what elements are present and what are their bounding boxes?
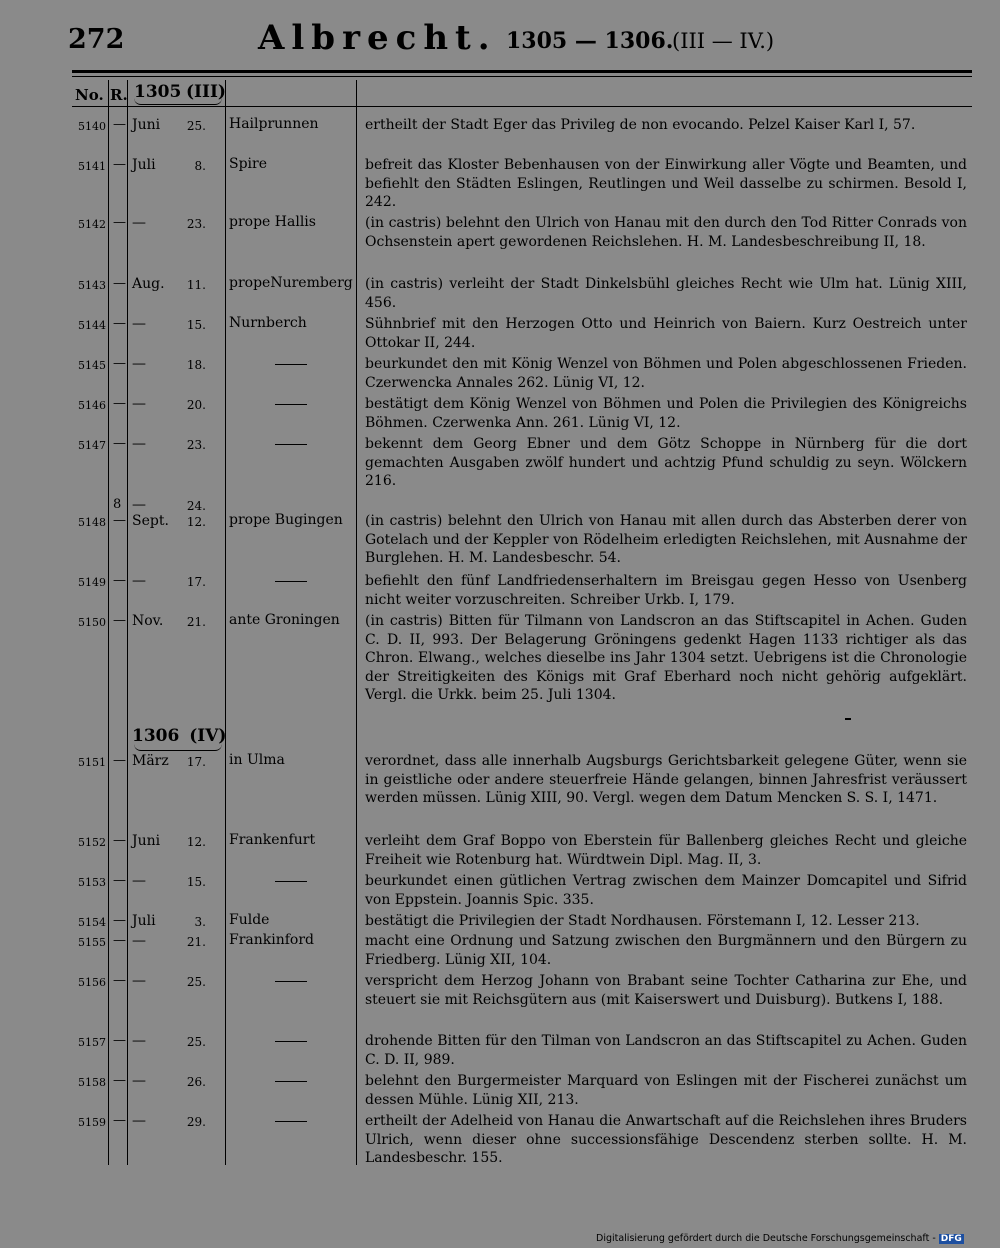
entry-number: 5142 <box>78 218 106 231</box>
entry-month: — <box>132 1033 146 1049</box>
entry-regest-marker: — <box>113 913 126 928</box>
entry-place: Frankenfurt <box>229 832 316 848</box>
entry-text: befiehlt den fünf Landfriedenserhaltern im Breisgau gegen Hesso von Usenberg nicht weiter vorzuschreiten. Schreiber Urkb. I, 179. <box>365 573 967 608</box>
entry-month: Juni <box>132 117 161 133</box>
entry-month: — <box>132 396 146 412</box>
entry-month: Juli <box>132 913 156 929</box>
entry-regest-marker: — <box>113 1073 126 1088</box>
entry-month: — <box>132 316 146 332</box>
entry-regest-marker: — <box>113 833 126 848</box>
entry-regest-marker: — <box>113 396 126 411</box>
entry-text: bestätigt die Privilegien der Stadt Nordhausen. Förstemann I, 12. Lesser 213. <box>365 913 920 929</box>
entry-day: 29. <box>186 1115 206 1129</box>
entry-regest-marker: — <box>113 613 126 628</box>
entry-number: 5150 <box>78 616 106 629</box>
entry-place: ante Groningen <box>229 612 340 628</box>
entry-regest-marker: — <box>113 873 126 888</box>
place-ditto-dash <box>275 981 307 982</box>
column-header-rule <box>72 106 972 107</box>
entry-text: ertheilt der Stadt Eger das Privileg de non evocando. Pelzel Kaiser Karl I, 57. <box>365 117 916 133</box>
entry-regest-marker: — <box>113 215 126 230</box>
entry-regest-marker: 8 <box>113 497 122 512</box>
entry-text: (in castris) Bitten für Tilmann von Landscron an das Stiftscapitel in Achen. Guden C. D. II, 993. Der Belagerung Gröningens gedenkt Hagen 1133 richtiger als das Chron. Elwang., welches dieselbe ins Jahr 1304 setzt. Uebrigens ist die Chronologie der Streitigkeiten des Königs mit Graf Eberhard noch nicht gehörig aufgeklärt. Vergl. die Urkk. beim 25. Juli 1304. <box>365 613 967 703</box>
entry-number: 5157 <box>78 1036 106 1049</box>
entry-number: 5155 <box>78 936 106 949</box>
column-divider <box>356 80 357 1165</box>
entry-month: — <box>132 933 146 949</box>
entry-day: 25. <box>186 975 206 989</box>
entry-regest-marker: — <box>113 276 126 291</box>
entry-regest-marker: — <box>113 316 126 331</box>
entry-number: 5149 <box>78 576 106 589</box>
entry-regest-marker: — <box>113 933 126 948</box>
entry-month: — <box>132 1073 146 1089</box>
entry-text: (in castris) belehnt den Ulrich von Hanau mit den durch den Tod Ritter Conrads von Ochsenstein apert gewordenen Reichslehen. H. M. Landesbeschreibung II, 18. <box>365 215 967 250</box>
header-regnal-years: (III — IV.) <box>672 29 775 53</box>
entry-text: verleiht dem Graf Boppo von Eberstein für Ballenberg gleiches Recht und gleiche Freiheit wie Rotenburg hat. Würdtwein Dipl. Mag. II, 3. <box>365 833 967 868</box>
entry-month: Nov. <box>132 613 164 629</box>
footer-credit <box>596 1233 964 1244</box>
column-divider <box>127 80 128 1165</box>
entry-day: 18. <box>186 358 206 372</box>
year-heading-year: 1306 <box>132 726 180 746</box>
entry-number: 5159 <box>78 1116 106 1129</box>
entry-regest-marker: — <box>113 1033 126 1048</box>
column-divider <box>225 80 226 1165</box>
entry-number: 5143 <box>78 279 106 292</box>
page-title: Albrecht. <box>258 18 497 58</box>
entry-text: macht eine Ordnung und Satzung zwischen den Burgmännern und den Bürgern zu Friedberg. Lünig XII, 104. <box>365 933 967 968</box>
entry-day: 26. <box>186 1075 206 1089</box>
dfg-logo: DFG <box>940 1234 962 1244</box>
entry-month: — <box>132 873 146 889</box>
entry-month: — <box>132 973 146 989</box>
separator-mark <box>845 718 851 720</box>
entry-day: 15. <box>186 875 206 889</box>
entry-day: 12. <box>186 835 206 849</box>
entry-month: — <box>132 356 146 372</box>
entry-day: 11. <box>186 278 206 292</box>
entry-day: 21. <box>186 615 206 629</box>
entry-number: 5144 <box>78 319 106 332</box>
entry-day: 3. <box>194 915 206 929</box>
entry-text: (in castris) belehnt den Ulrich von Hanau mit allen durch das Absterben derer von Gotelach und der Keppler von Rödelheim erledigten Reichslehen, mit Ausnahme der Burglehen. H. M. Landesbeschr. 54. <box>365 513 967 566</box>
entry-regest-marker: — <box>113 753 126 768</box>
page-number: 272 <box>68 24 125 55</box>
entry-regest-marker: — <box>113 157 126 172</box>
entry-day: 24. <box>186 499 206 513</box>
entry-number: 5145 <box>78 359 106 372</box>
footer-text: Digitalisierung gefördert durch die Deutsche Forschungsgemeinschaft - <box>596 1233 936 1244</box>
entry-month: — <box>132 215 146 231</box>
entry-day: 25. <box>186 1035 206 1049</box>
column-header-regnal: (III) <box>186 82 226 102</box>
entry-text: beurkundet einen gütlichen Vertrag zwischen dem Mainzer Domcapitel und Sifrid von Eppstein. Joannis Spic. 335. <box>365 873 967 908</box>
year-heading-1306 <box>132 726 226 746</box>
entry-text: verspricht dem Herzog Johann von Brabant seine Tochter Catharina zur Ehe, und steuert sie mit Reichsgütern aus (mit Kaiserswert und Duisburg). Butkens I, 188. <box>365 973 967 1008</box>
entry-day: 21. <box>186 935 206 949</box>
place-ditto-dash <box>275 404 307 405</box>
entry-day: 17. <box>186 755 206 769</box>
entry-text: bekennt dem Georg Ebner und dem Götz Schoppe in Nürnberg für die dort gemachten Ausgaben zwölf hundert und achtzig Pfund schuldig zu seyn. Wölckern 216. <box>365 436 967 489</box>
entry-regest-marker: — <box>113 513 126 528</box>
entry-day: 17. <box>186 575 206 589</box>
entry-day: 15. <box>186 318 206 332</box>
entry-number: 5154 <box>78 916 106 929</box>
entry-day: 12. <box>186 515 206 529</box>
entry-month: Aug. <box>132 276 165 292</box>
place-ditto-dash <box>275 364 307 365</box>
entry-place: prope Hallis <box>229 214 316 230</box>
entry-text: drohende Bitten für den Tilman von Landscron an das Stiftscapitel zu Achen. Guden C. D. II, 989. <box>365 1033 967 1068</box>
entry-month: Sept. <box>132 513 169 529</box>
entry-regest-marker: — <box>113 573 126 588</box>
entry-regest-marker: — <box>113 117 126 132</box>
entry-place: propeNuremberg <box>229 275 353 291</box>
column-header-year: 1305 <box>134 82 182 102</box>
place-ditto-dash <box>275 1041 307 1042</box>
entry-month: — <box>132 497 146 513</box>
entry-number: 5153 <box>78 876 106 889</box>
entry-month: Juni <box>132 833 161 849</box>
column-header-r: R. <box>110 86 128 104</box>
entry-day: 25. <box>186 119 206 133</box>
entry-number: 5147 <box>78 439 106 452</box>
entry-text: bestätigt dem König Wenzel von Böhmen und Polen die Privilegien des Königreichs Böhmen. Czerwenka Ann. 261. Lünig VI, 12. <box>365 396 967 431</box>
entry-regest-marker: — <box>113 1113 126 1128</box>
entry-place: Spire <box>229 156 268 172</box>
column-header-no: No. <box>75 86 104 104</box>
entry-day: 23. <box>186 438 206 452</box>
place-ditto-dash <box>275 1121 307 1122</box>
entry-day: 8. <box>194 159 206 173</box>
entry-month: — <box>132 573 146 589</box>
place-ditto-dash <box>275 881 307 882</box>
place-ditto-dash <box>275 444 307 445</box>
entry-day: 20. <box>186 398 206 412</box>
place-ditto-dash <box>275 1081 307 1082</box>
entry-month: März <box>132 753 169 769</box>
entry-number: 5156 <box>78 976 106 989</box>
entry-number: 5146 <box>78 399 106 412</box>
entry-number: 5140 <box>78 120 106 133</box>
entry-place: in Ulma <box>229 752 285 768</box>
entry-month: Juli <box>132 157 156 173</box>
entry-place: prope Bugingen <box>229 512 343 528</box>
entry-text: beurkundet den mit König Wenzel von Böhmen und Polen abgeschlossenen Frieden. Czerwencka Annales 262. Lünig VI, 12. <box>365 356 967 391</box>
entry-number: 5148 <box>78 516 106 529</box>
entry-number: 5151 <box>78 756 106 769</box>
entry-text: ertheilt der Adelheid von Hanau die Anwartschaft auf die Reichslehen ihres Bruders Ulrich, wenn dieser ohne successionsfähige Descendenz sterben sollte. H. M. Landesbeschr. 155. <box>365 1113 967 1166</box>
entry-text: Sühnbrief mit den Herzogen Otto und Heinrich von Baiern. Kurz Oestreich unter Ottokar II, 244. <box>365 316 967 351</box>
year-heading-regnal: (IV) <box>189 726 227 746</box>
entry-month: — <box>132 1113 146 1129</box>
place-ditto-dash <box>275 581 307 582</box>
entry-number: 5141 <box>78 160 106 173</box>
entry-text: belehnt den Burgermeister Marquard von Eslingen mit der Fischerei zunächst um dessen Mühle. Lünig XII, 213. <box>365 1073 967 1108</box>
entry-place: Fulde <box>229 912 270 928</box>
entry-regest-marker: — <box>113 973 126 988</box>
entry-regest-marker: — <box>113 436 126 451</box>
entry-day: 23. <box>186 217 206 231</box>
entry-text: befreit das Kloster Bebenhausen von der Einwirkung aller Vögte und Beamten, und befiehlt den Städten Eslingen, Reutlingen und Weil dasselbe zu schirmen. Besold I, 242. <box>365 157 967 210</box>
entry-place: Frankinford <box>229 932 315 948</box>
year-brace <box>134 98 222 105</box>
entry-number: 5152 <box>78 836 106 849</box>
entry-place: Nurnberch <box>229 315 307 331</box>
year-brace <box>134 744 222 751</box>
page-header <box>68 18 973 62</box>
column-divider <box>108 80 109 1165</box>
entry-place: Hailprunnen <box>229 116 319 132</box>
top-rule-thick <box>72 70 972 73</box>
entry-regest-marker: — <box>113 356 126 371</box>
entry-text: verordnet, dass alle innerhalb Augsburgs Gerichtsbarkeit gelegene Güter, wenn sie in geistliche oder andere steuerfreie Hände gelangen, binnen Jahresfrist veräussert werden müssen. Lünig XIII, 90. Vergl. wegen dem Datum Mencken S. S. I, 1471. <box>365 753 967 806</box>
top-rule-thin <box>72 76 972 77</box>
entry-month: — <box>132 436 146 452</box>
header-years: 1305 — 1306. <box>506 28 674 54</box>
entry-number: 5158 <box>78 1076 106 1089</box>
entry-text: (in castris) verleiht der Stadt Dinkelsbühl gleiches Recht wie Ulm hat. Lünig XIII, 456. <box>365 276 967 311</box>
